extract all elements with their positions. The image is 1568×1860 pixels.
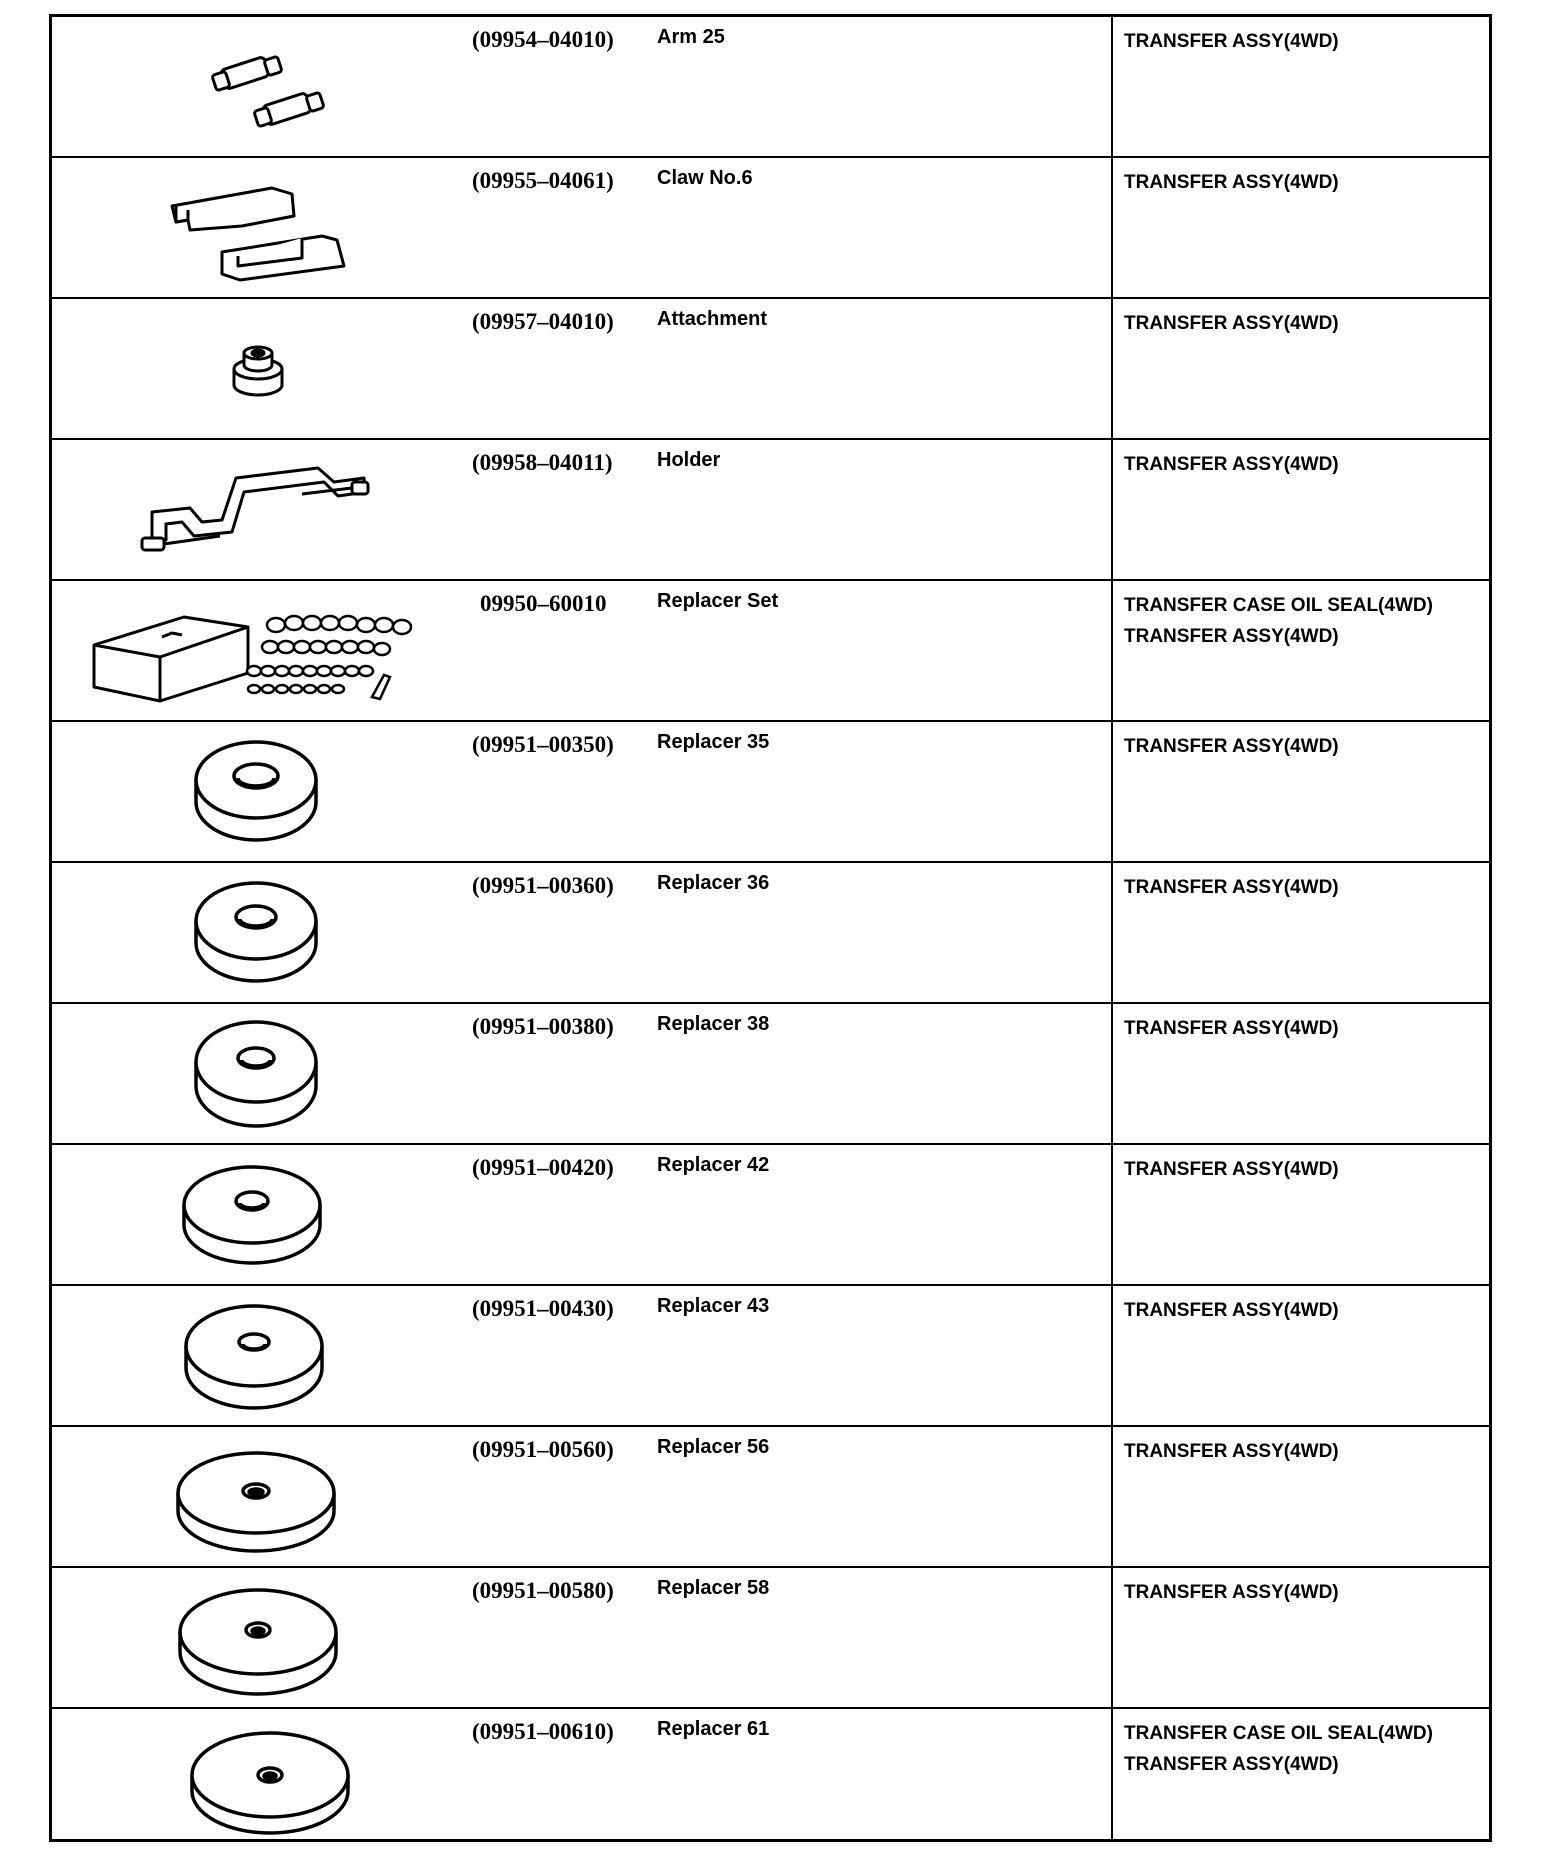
part-name: Replacer 36 bbox=[657, 872, 770, 894]
column-divider bbox=[1111, 440, 1113, 579]
column-divider bbox=[1111, 1709, 1113, 1839]
table-row bbox=[52, 1145, 1489, 1286]
replacer-disc-icon bbox=[72, 1435, 472, 1559]
column-divider bbox=[1111, 722, 1113, 861]
usage-item: TRANSFER ASSY(4WD) bbox=[1124, 626, 1339, 647]
table-row bbox=[52, 1004, 1489, 1145]
usage-item: TRANSFER ASSY(4WD) bbox=[1124, 736, 1339, 757]
arm-icon bbox=[72, 25, 472, 149]
part-number: (09951–00580) bbox=[472, 1578, 614, 1603]
replacer-disc-icon bbox=[72, 1294, 472, 1418]
part-name: Replacer 38 bbox=[657, 1013, 770, 1035]
usage-item: TRANSFER ASSY(4WD) bbox=[1124, 1441, 1339, 1462]
usage-item: TRANSFER ASSY(4WD) bbox=[1124, 877, 1339, 898]
usage-list bbox=[1124, 872, 1339, 903]
usage-item: TRANSFER ASSY(4WD) bbox=[1124, 1159, 1339, 1180]
replacer-set-icon bbox=[72, 589, 472, 713]
sst-table bbox=[49, 14, 1492, 1842]
replacer-disc-icon bbox=[72, 1576, 472, 1700]
table-row bbox=[52, 863, 1489, 1004]
usage-item: TRANSFER ASSY(4WD) bbox=[1124, 313, 1339, 334]
part-number: (09954–04010) bbox=[472, 27, 614, 52]
table-row bbox=[52, 1427, 1489, 1568]
usage-list bbox=[1124, 167, 1339, 198]
column-divider bbox=[1111, 863, 1113, 1002]
usage-list bbox=[1124, 1154, 1339, 1185]
part-number: (09951–00560) bbox=[472, 1437, 614, 1462]
claw-icon bbox=[72, 166, 472, 290]
usage-item: TRANSFER ASSY(4WD) bbox=[1124, 1754, 1339, 1775]
usage-item: TRANSFER ASSY(4WD) bbox=[1124, 172, 1339, 193]
part-name: Replacer 42 bbox=[657, 1154, 770, 1176]
column-divider bbox=[1111, 1427, 1113, 1566]
table-row bbox=[52, 17, 1489, 158]
usage-item: TRANSFER ASSY(4WD) bbox=[1124, 454, 1339, 475]
usage-list bbox=[1124, 1436, 1339, 1467]
column-divider bbox=[1111, 158, 1113, 297]
usage-list bbox=[1124, 1013, 1339, 1044]
part-name: Replacer Set bbox=[657, 590, 779, 612]
table-row bbox=[52, 581, 1489, 722]
column-divider bbox=[1111, 1286, 1113, 1425]
part-number: (09957–04010) bbox=[472, 309, 614, 334]
holder-icon bbox=[72, 448, 472, 572]
part-number: (09951–00420) bbox=[472, 1155, 614, 1180]
part-name: Attachment bbox=[657, 308, 768, 330]
table-row bbox=[52, 158, 1489, 299]
part-name: Replacer 61 bbox=[657, 1718, 770, 1740]
usage-list bbox=[1124, 308, 1339, 339]
part-number: (09955–04061) bbox=[472, 168, 614, 193]
part-name: Replacer 56 bbox=[657, 1436, 770, 1458]
part-number: 09950–60010 bbox=[480, 591, 607, 616]
part-name: Claw No.6 bbox=[657, 167, 753, 189]
part-name: Replacer 35 bbox=[657, 731, 770, 753]
part-number: (09951–00360) bbox=[472, 873, 614, 898]
table-row bbox=[52, 1286, 1489, 1427]
usage-item: TRANSFER CASE OIL SEAL(4WD) bbox=[1124, 595, 1433, 616]
column-divider bbox=[1111, 17, 1113, 156]
table-row bbox=[52, 440, 1489, 581]
part-name: Holder bbox=[657, 449, 721, 471]
table-row bbox=[52, 299, 1489, 440]
part-number: (09951–00350) bbox=[472, 732, 614, 757]
usage-list bbox=[1124, 731, 1339, 762]
usage-list bbox=[1124, 1577, 1339, 1608]
table-row bbox=[52, 722, 1489, 863]
attachment-icon bbox=[72, 307, 472, 431]
replacer-disc-icon bbox=[72, 1153, 472, 1277]
usage-item: TRANSFER CASE OIL SEAL(4WD) bbox=[1124, 1723, 1433, 1744]
part-name: Replacer 43 bbox=[657, 1295, 770, 1317]
column-divider bbox=[1111, 1145, 1113, 1284]
replacer-disc-icon bbox=[72, 730, 472, 854]
column-divider bbox=[1111, 1004, 1113, 1143]
column-divider bbox=[1111, 299, 1113, 438]
replacer-disc-icon bbox=[72, 1717, 472, 1841]
table-row bbox=[52, 1709, 1489, 1839]
usage-list bbox=[1124, 1718, 1433, 1780]
part-number: (09951–00380) bbox=[472, 1014, 614, 1039]
part-name: Replacer 58 bbox=[657, 1577, 770, 1599]
part-number: (09951–00610) bbox=[472, 1719, 614, 1744]
replacer-disc-icon bbox=[72, 1012, 472, 1136]
table-row bbox=[52, 1568, 1489, 1709]
usage-list bbox=[1124, 26, 1339, 57]
part-number: (09958–04011) bbox=[472, 450, 613, 475]
replacer-disc-icon bbox=[72, 871, 472, 995]
usage-item: TRANSFER ASSY(4WD) bbox=[1124, 1018, 1339, 1039]
usage-item: TRANSFER ASSY(4WD) bbox=[1124, 1582, 1339, 1603]
usage-list bbox=[1124, 449, 1339, 480]
usage-item: TRANSFER ASSY(4WD) bbox=[1124, 31, 1339, 52]
usage-list bbox=[1124, 590, 1433, 652]
part-name: Arm 25 bbox=[657, 26, 725, 48]
usage-list bbox=[1124, 1295, 1339, 1326]
part-number: (09951–00430) bbox=[472, 1296, 614, 1321]
column-divider bbox=[1111, 1568, 1113, 1707]
column-divider bbox=[1111, 581, 1113, 720]
usage-item: TRANSFER ASSY(4WD) bbox=[1124, 1300, 1339, 1321]
